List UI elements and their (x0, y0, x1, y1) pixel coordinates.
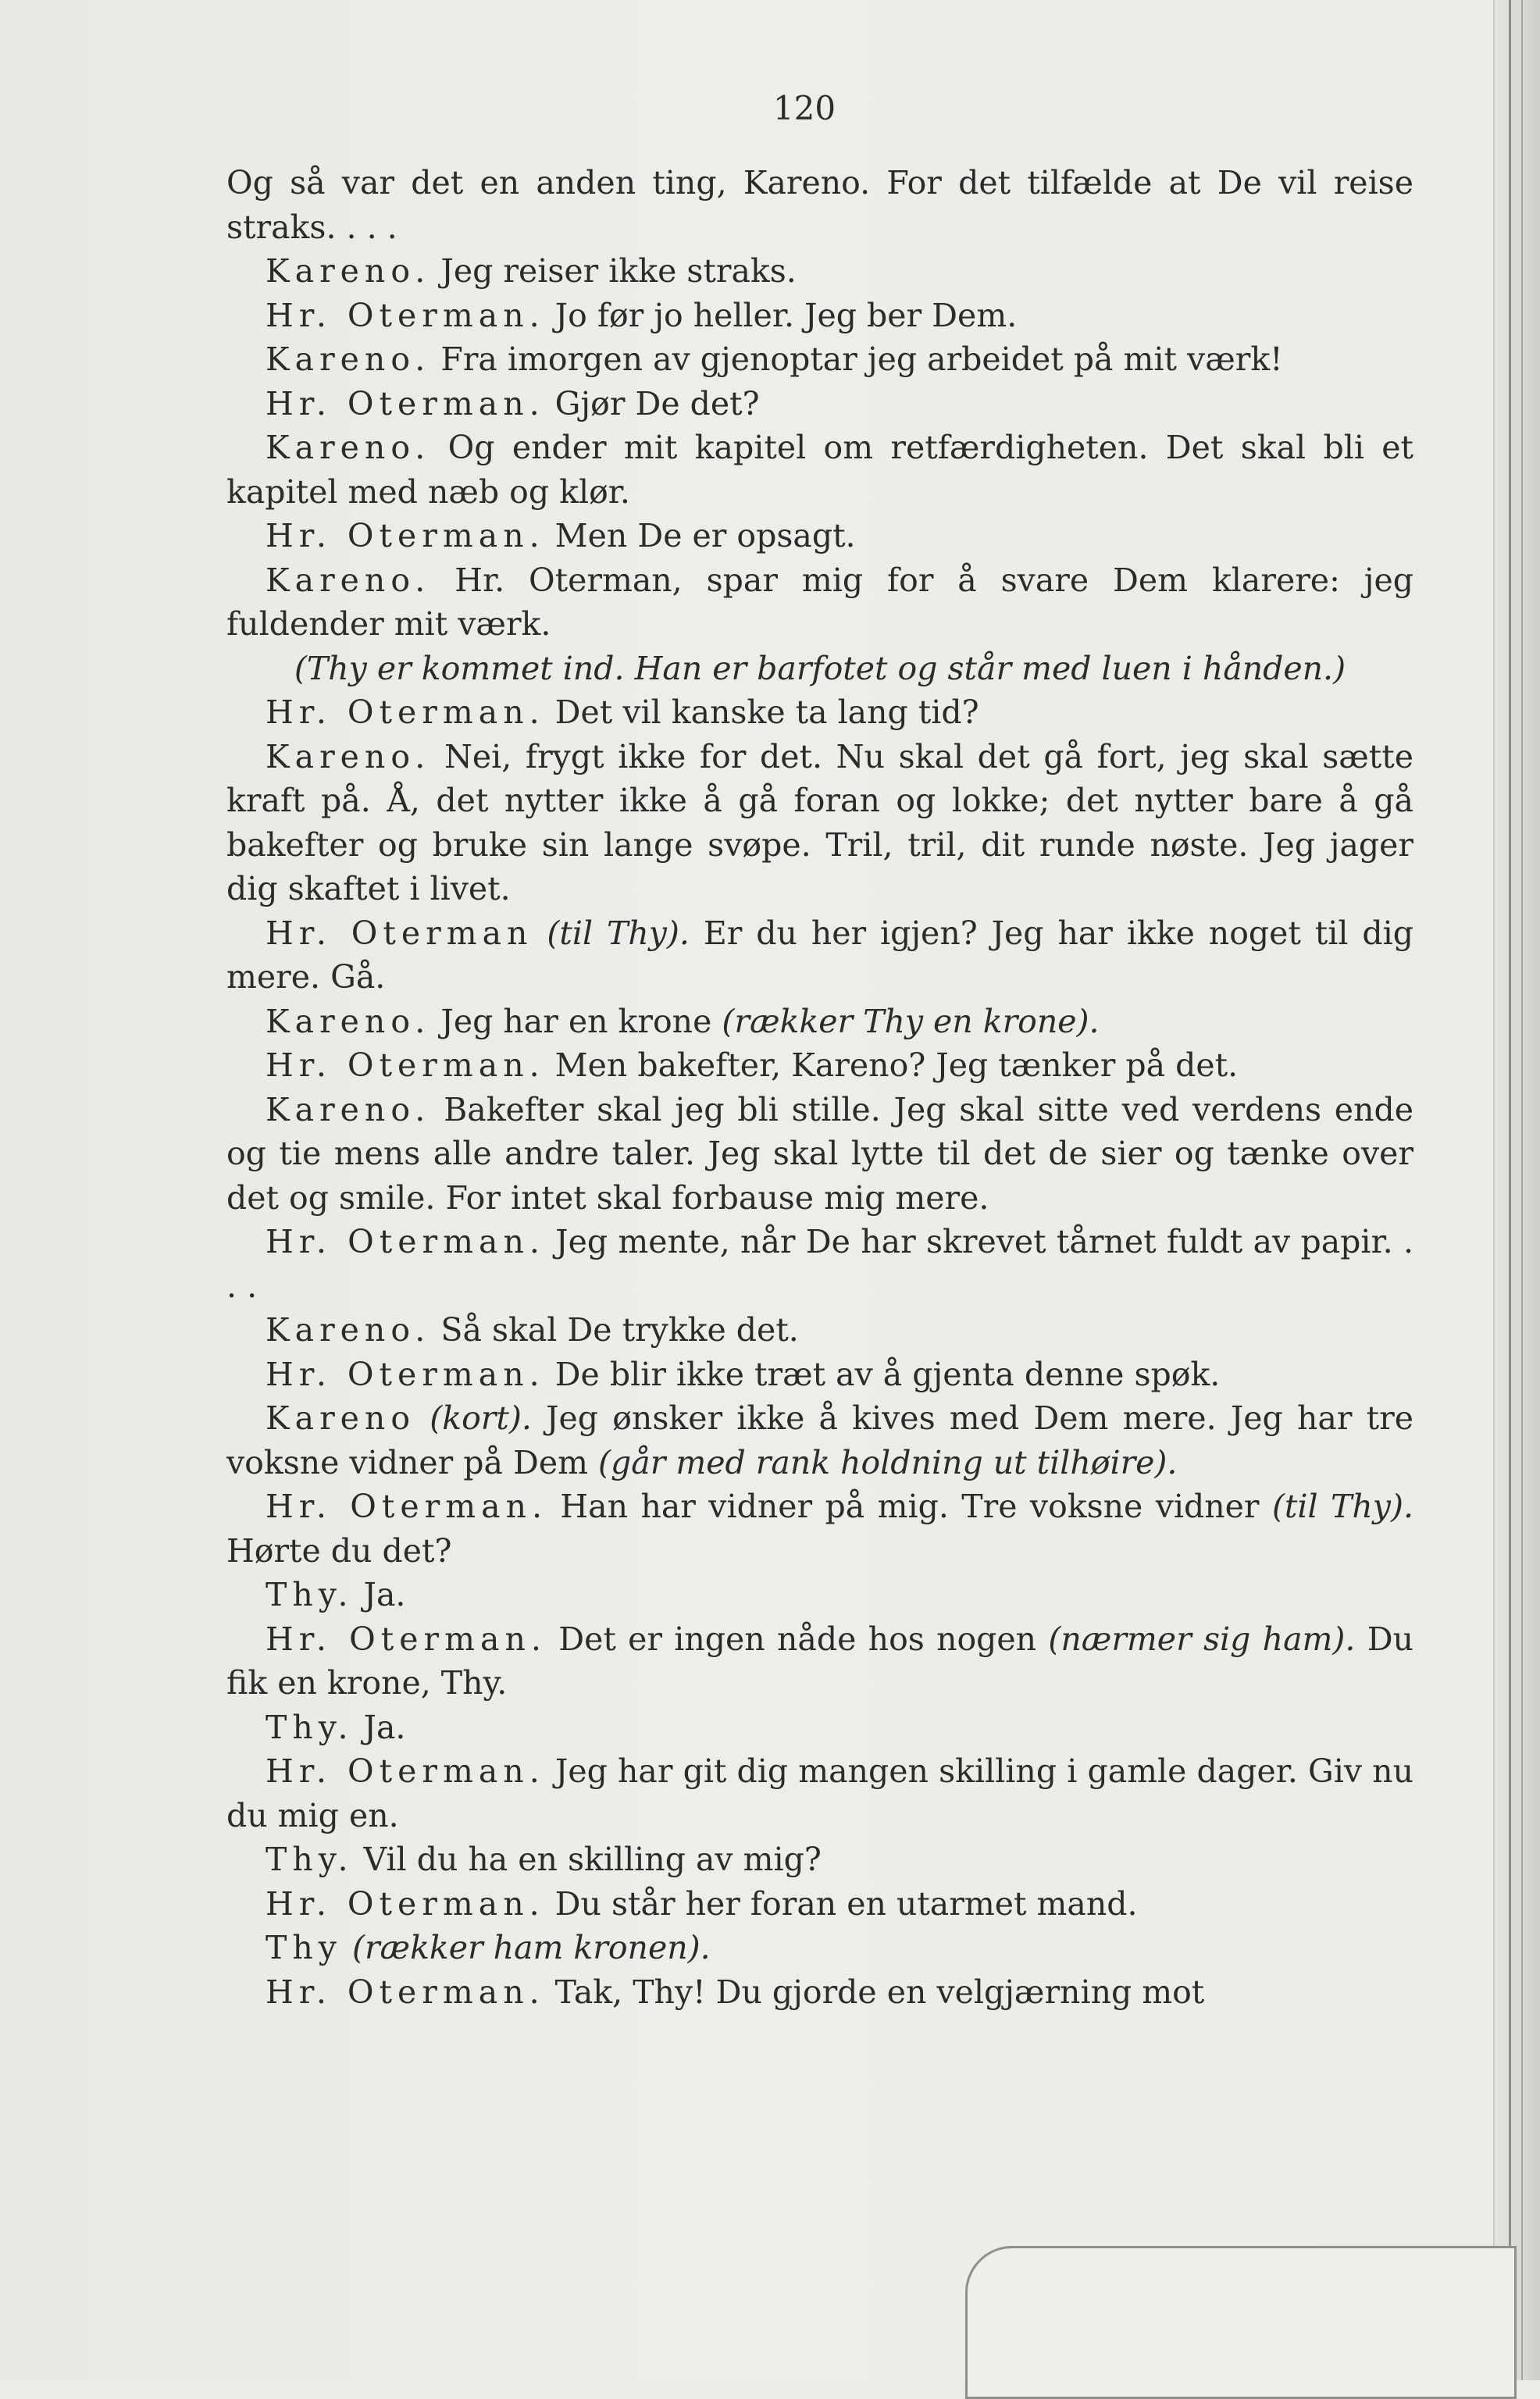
speaker-name: Kareno (266, 1399, 416, 1437)
speaker-name: Hr. Oterman. (266, 1620, 547, 1658)
dialogue-line (226, 1617, 1413, 1706)
speaker-name: Hr. Oterman. (266, 1752, 545, 1790)
stage-note: (Thy er kommet ind. Han er barfotet og står med luen i hånden.) (294, 649, 1346, 687)
dialogue-text-run: De blir ikke træt av å gjenta denne spøk. (544, 1355, 1221, 1393)
dialogue-text-run: Ja. (353, 1576, 406, 1613)
speaker-name: Kareno. (266, 429, 431, 466)
dialogue-text-run: Jo før jo heller. Jeg ber Dem. (544, 296, 1018, 334)
dialogue-text-run: Men De er opsagt. (544, 517, 856, 554)
dialogue-text-run: Hr. Oterman, spar mig for å svare Dem klarere: jeg fuldender mit værk. (226, 561, 1413, 643)
speaker-name: Hr. Oterman. (266, 1355, 545, 1393)
dialogue-line (226, 735, 1413, 911)
dialogue-line (226, 1000, 1413, 1044)
dialogue-line (226, 426, 1413, 514)
dialogue-text-run: Er du her igjen? Jeg har ikke noget til dig mere. Gå. (226, 914, 1413, 996)
speaker-name: Hr. Oterman. (266, 1884, 545, 1923)
speaker-name: Thy. (266, 1841, 354, 1878)
speaker-name: Thy (266, 1929, 342, 1966)
speaker-name: Hr. Oterman. (266, 693, 545, 731)
dialogue-line (226, 1220, 1413, 1308)
dialogue-text-run: Du står her foran en utarmet mand. (544, 1884, 1138, 1923)
dialogue-line (226, 294, 1413, 338)
speaker-name: Kareno. (266, 340, 431, 378)
stage-direction (226, 647, 1413, 691)
speaker-name: Kareno. (266, 1311, 431, 1349)
dialogue-text-run: Hørte du det? (226, 1531, 452, 1570)
speaker-name: Thy. (266, 1708, 354, 1746)
dialogue-line (226, 690, 1413, 735)
dialogue-text-run: Så skal De trykke det. (430, 1311, 799, 1349)
dialogue-line (226, 1308, 1413, 1353)
dialogue-text-run: Du fik en krone, Thy. (226, 1620, 1413, 1702)
dialogue-line (226, 1706, 1413, 1750)
stage-note: (går med rank holdning ut tilhøire). (598, 1443, 1178, 1481)
dialogue-line (226, 337, 1413, 382)
dialogue-line (226, 1043, 1413, 1088)
speaker-name: Hr. Oterman (266, 914, 533, 952)
dialogue-line (226, 382, 1413, 426)
dialogue-line (226, 249, 1413, 294)
dialogue-text-run: Tak, Thy! Du gjorde en velgjærning mot (544, 1973, 1205, 2011)
dialogue-text-run: Det vil kanske ta lang tid? (544, 693, 979, 731)
speaker-name: Hr. Oterman. (266, 384, 545, 422)
dialogue-text-run: Og ender mit kapitel om retfærdigheten. Det skal bli et kapitel med næb og klør. (226, 429, 1413, 511)
speaker-name: Hr. Oterman. (266, 1488, 548, 1525)
speaker-name: Kareno. (266, 737, 431, 775)
dialogue-line (226, 1926, 1413, 1970)
dialogue-text-run: Jeg mente, når De har skrevet tårnet fuldt av papir. . . . (226, 1223, 1413, 1305)
dialogue-line (226, 1970, 1413, 2015)
speaker-name: Hr. Oterman. (266, 1973, 545, 2011)
dialogue-text-run: Vil du ha en skilling av mig? (353, 1841, 822, 1878)
page-edge-shadow (1493, 0, 1540, 2380)
stage-note: (rækker ham kronen). (341, 1929, 711, 1966)
dialogue-line (226, 1749, 1413, 1838)
dialogue-text-run: Fra imorgen av gjenoptar jeg arbeidet på mit værk! (430, 340, 1283, 378)
speaker-name: Kareno. (266, 1002, 431, 1040)
dialogue-text-run: Jeg har git dig mangen skilling i gamle dager. Giv nu du mig en. (226, 1752, 1413, 1834)
dialogue-line (226, 1088, 1413, 1221)
edge-line (1509, 0, 1511, 2380)
dialogue-line (226, 514, 1413, 558)
dialogue-text-run: Det er ingen nåde hos nogen (546, 1620, 1049, 1658)
dialogue-text-run: Ja. (353, 1708, 406, 1746)
speaker-name: Thy. (266, 1576, 354, 1613)
dialogue-text-run: Gjør De det? (544, 384, 760, 422)
page-corner-tab (965, 2246, 1517, 2399)
dialogue-line (226, 911, 1413, 1000)
speaker-name: Kareno. (266, 252, 431, 290)
dialogue-line (226, 1838, 1413, 1882)
dialogue-line (226, 1882, 1413, 1927)
stage-note: (rækker Thy en krone). (722, 1002, 1100, 1040)
dialogue-line (226, 1396, 1413, 1485)
speaker-name: Kareno. (266, 561, 431, 599)
speaker-name: Hr. Oterman. (266, 296, 545, 334)
dialogue-line (226, 1573, 1413, 1617)
speaker-name: Hr. Oterman. (266, 1046, 545, 1084)
edge-line (1521, 0, 1523, 2380)
dialogue-text-run: Jeg reiser ikke straks. (430, 252, 797, 290)
dialogue-line (226, 161, 1413, 249)
dialogue-text (226, 161, 1413, 2014)
speaker-name: Hr. Oterman. (266, 1223, 545, 1260)
dialogue-line (226, 1485, 1413, 1573)
dialogue-text-run: Men bakefter, Kareno? Jeg tænker på det. (544, 1046, 1239, 1084)
stage-note: (kort). (415, 1399, 532, 1437)
page-number: 120 (772, 89, 836, 127)
dialogue-line (226, 558, 1413, 647)
stage-note: (nærmer sig ham). (1048, 1620, 1356, 1658)
dialogue-text-run: Jeg ønsker ikke å kives med Dem mere. Jeg har tre voksne vidner på Dem (226, 1399, 1413, 1481)
dialogue-line (226, 1353, 1413, 1397)
dialogue-text-run: Han har vidner på mig. Tre voksne vidner (547, 1488, 1272, 1525)
speaker-name: Hr. Oterman. (266, 517, 545, 554)
speaker-name: Kareno. (266, 1090, 431, 1128)
stage-note: (til Thy). (533, 914, 690, 952)
dialogue-text-run: Nei, frygt ikke for det. Nu skal det gå fort, jeg skal sætte kraft på. Å, det nytter ikke å gå foran og lokke; det nytter bare å gå bakefter og bruke sin lange svøpe. Tril, tril, dit runde nøste. Jeg jager dig skaftet i livet. (226, 737, 1413, 907)
dialogue-text-run: Og så var det en anden ting, Kareno. For det tilfælde at De vil reise straks. . . . (226, 164, 1413, 246)
dialogue-text-run: Jeg har en krone (430, 1002, 722, 1040)
stage-note: (til Thy). (1271, 1488, 1413, 1525)
dialogue-text-run: Bakefter skal jeg bli stille. Jeg skal sitte ved verdens ende og tie mens alle andre taler. Jeg skal lytte til det de sier og tænke over det og smile. For intet skal forbause mig mere. (226, 1090, 1413, 1217)
